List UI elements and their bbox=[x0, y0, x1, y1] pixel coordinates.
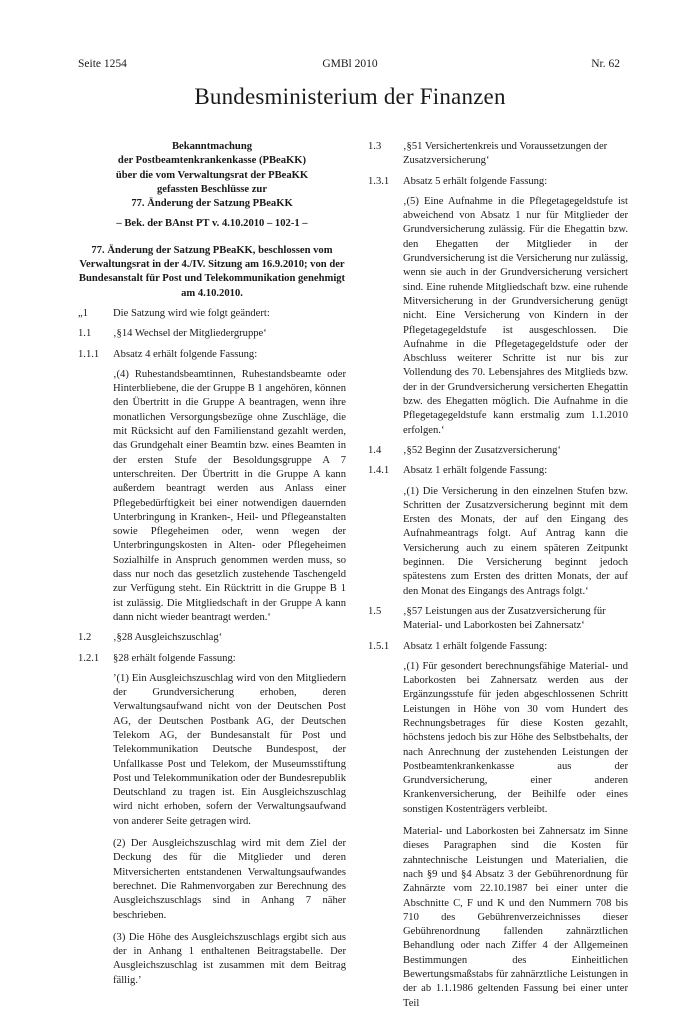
section-number: 1.5 bbox=[368, 605, 382, 617]
section-item bbox=[368, 444, 628, 458]
section-text: ‚§57 Leistungen aus der Zusatzversicherung für Material- und Laborkosten bei Zahnersatz‘ bbox=[403, 605, 606, 632]
amendment-subtitle: 77. Änderung der Satzung PBeaKK, beschlossen vom Verwaltungsrat in der 4./IV. Sitzung am 16.9.2010; von der Bundesanstalt für Post und Telekommunikation genehmigt am 4.10.2010. bbox=[78, 244, 346, 299]
section-item bbox=[368, 175, 628, 189]
section-item bbox=[368, 140, 628, 169]
journal-title: GMBl 2010 bbox=[322, 58, 378, 70]
issue-number: Nr. 62 bbox=[591, 58, 620, 70]
section-text: Die Satzung wird wie folgt geändert: bbox=[113, 307, 270, 319]
section-item bbox=[78, 652, 346, 666]
paragraph: ‚(1) Für gesondert berechnungsfähige Material- und Laborkosten bei Zahnersatz werden aus der Ergänzungsstufe für jeden abgeschlossenen Schritt Leistungen in Höhe von 30 vom Hundert des Rechnungsbetrages für diese Kosten gezahlt, höchstens jedoch bis zur Höhe des Selbstbehalts, der nach Anrechnung der zustehenden Leistungen der Postbeamtenkrankenkasse aus der Grundversicherung, einer anderen Krankenversicherung, der Beihilfe oder eines sonstigen Kostenträgers verbleibt. bbox=[403, 660, 628, 815]
section-text: ‚§52 Beginn der Zusatzversicherung‘ bbox=[403, 444, 561, 456]
paragraph: ’(1) Ein Ausgleichszuschlag wird von den Mitgliedern der Grundversicherung erhoben, deren Verwaltungsaufwand nicht von der Deutschen Post AG, der Deutschen Postbank AG, der Deutschen Telekom AG, der Bundesanstalt für Post und Telekommunikation Deutsche Bundespost, der Unfallkasse Post und Telekom, der Museumsstiftung Post und Telekommunikation oder der Bundesrepublik Deutschland zu tragen ist. Ein Ausgleichszuschlag wird nicht erhoben, sofern der Verwaltungsaufwand von anderer Seite getragen wird. bbox=[113, 672, 346, 827]
paragraph: Material- und Laborkosten bei Zahnersatz im Sinne dieses Paragraphen sind die Kosten für zahntechnische Leistungen und Materialien, die nach §9 und §4 Absatz 3 der Gebührenordnung für Zahnärzte vom 22.10.1987 bei einer unter die Abschnitte C, F und K und den Nummern 708 bis 710 des Gebührenverzeichnisses dieser Gebührenordnung fallenden zahnärztlichen Behandlung oder nach Ziffer 4 der Allgemeinen Bestimmungen des Einheitlichen Bewertungsmaßstabs für zahnärztliche Leistungen in der ab 1.1.1986 geltenden Fassung bei einer unter Teil bbox=[403, 826, 628, 1009]
section-item bbox=[368, 640, 628, 654]
section-number: 1.1.1 bbox=[78, 348, 100, 360]
section-text: ‚§51 Versichertenkreis und Voraussetzungen der Zusatzversicherung‘ bbox=[403, 141, 608, 167]
section-item bbox=[78, 327, 346, 341]
paragraph: ‚(4) Ruhestandsbeamtinnen, Ruhestandsbeamte oder Hinterbliebene, die der Gruppe B 1 angehören, können den Übertritt in die Gruppe A beantragen, wenn ihre monatlichen Versorgungsbezüge ohne Zuschläge, die mit Rücksicht auf den Familienstand gezahlt werden, das Grundgehalt einer Beamtin bzw. eines Beamten in der ersten Stufe der Besoldungsgruppe A 7 unterschreiten. Der Übertritt in die Gruppe A kann außerdem beantragt werden aus Anlass einer Pflegebedürftigkeit bei einer notwendigen dauernden Unterbringung in Kranken-, Heil- und Pflegeanstalten sowie Pflegeheimen oder, wenn wegen der Unterbringungskosten in Alten- oder Pflegeheimen Sozialhilfe in Anspruch genommen werden muss, so dass nur noch das gesetzlich zustehende Taschengeld zur Verfügung steht. Ein Rücktritt in die Gruppe B 1 ist zulässig. Die Mitgliedschaft in der Gruppe A kann dann nicht wieder beantragt werden.‘ bbox=[113, 368, 346, 623]
title-line: 77. Änderung der Satzung PBeaKK bbox=[131, 198, 293, 210]
section-number: 1.2 bbox=[78, 632, 92, 644]
section-text: Absatz 4 erhält folgende Fassung: bbox=[113, 348, 258, 360]
section-item bbox=[78, 348, 346, 362]
page-number: Seite 1254 bbox=[78, 58, 127, 70]
section-text: §28 erhält folgende Fassung: bbox=[113, 652, 236, 664]
title-line: der Postbeamtenkrankenkasse (PBeaKK) bbox=[117, 155, 307, 167]
right-column bbox=[368, 140, 628, 1011]
section-item bbox=[78, 631, 346, 645]
section-number: 1.1 bbox=[78, 328, 92, 340]
section-number: 1.3.1 bbox=[368, 175, 390, 187]
announcement-title bbox=[82, 140, 342, 211]
section-number: 1.5.1 bbox=[368, 640, 390, 652]
reference-line: – Bek. der BAnst PT v. 4.10.2010 – 102-1 – bbox=[116, 218, 308, 230]
section-item bbox=[78, 307, 346, 321]
section-text: ‚§14 Wechsel der Mitgliedergruppe‘ bbox=[113, 328, 267, 340]
title-line: gefassten Beschlüsse zur bbox=[156, 183, 268, 195]
section-number: „1 bbox=[78, 307, 88, 319]
paragraph: (2) Der Ausgleichszuschlag wird mit dem Ziel der Deckung des für die Mitglieder und deren Mitversicherten entstandenen Verwaltungsaufwandes berechnet. Die Rahmenvorgaben zur Berechnung des Ausgleichszuschlags sind in Anhang 7 näher beschrieben. bbox=[113, 838, 346, 921]
section-number: 1.4.1 bbox=[368, 465, 390, 477]
section-text: Absatz 5 erhält folgende Fassung: bbox=[403, 175, 548, 187]
section-item bbox=[368, 464, 628, 478]
section-text: ‚§28 Ausgleichszuschlag‘ bbox=[113, 632, 223, 644]
title-line: Bekanntmachung bbox=[171, 141, 253, 152]
paragraph: ‚(5) Eine Aufnahme in die Pflegetagegeldstufe ist abweichend von Absatz 1 nur für Mitglieder der Grundversicherung zulässig. Für die Ehegattin bzw. den Ehegatten der Mitglieder in der Grundversicherung ist die Versicherung nur zulässig, wenn sie auch in der Grundversicherung versichert sind. Eine ruhende Mitgliedschaft bzw. eine ruhende Mitversicherung in der Grundversicherung genügt nicht. Eine Versicherung von Kindern in der Pflegetagegeldstufe ist ausgeschlossen. Die Aufnahme in die Pflegetagegeldstufe oder der Abschluss weiterer Schritte ist nur bis zur Vollendung des 70. Lebensjahres des Mitglieds bzw. der in der Grundversicherung versicherten Ehegattin bzw. des Ehegatten möglich. Die Aufnahme in die Pflegetagegeldstufe kann erstmalig zum 1.1.2010 erfolgen.‘ bbox=[403, 195, 628, 436]
left-column bbox=[78, 140, 346, 988]
section-number: 1.4 bbox=[368, 444, 382, 456]
section-text: Absatz 1 erhält folgende Fassung: bbox=[403, 465, 548, 477]
section-item bbox=[368, 605, 628, 634]
ministry-heading: Bundesministerium der Finanzen bbox=[194, 84, 506, 109]
paragraph: ‚(1) Die Versicherung in den einzelnen Stufen bzw. Schritten der Zusatzversicherung beginnt mit dem Ersten des Monats, der auf den Eingang des Aufnahmeantrags folgt. Auf Antrag kann die Versicherung auch zu einem späteren Zeitpunkt beginnen. Die Versicherung beginnt jedoch spätestens zum Ersten des dritten Monats, der auf den Monat des Eingangs des Antrags folgt.‘ bbox=[403, 485, 628, 597]
paragraph: (3) Die Höhe des Ausgleichszuschlags ergibt sich aus der in Anhang 1 enthaltenen Beitragstabelle. Der Ausgleichszuschlag ist zusammen mit dem Beitrag fällig.’ bbox=[113, 931, 346, 986]
title-line: über die vom Verwaltungsrat der PBeaKK bbox=[115, 169, 309, 181]
section-number: 1.2.1 bbox=[78, 652, 100, 664]
section-number: 1.3 bbox=[368, 141, 382, 152]
section-text: Absatz 1 erhält folgende Fassung: bbox=[403, 640, 548, 652]
